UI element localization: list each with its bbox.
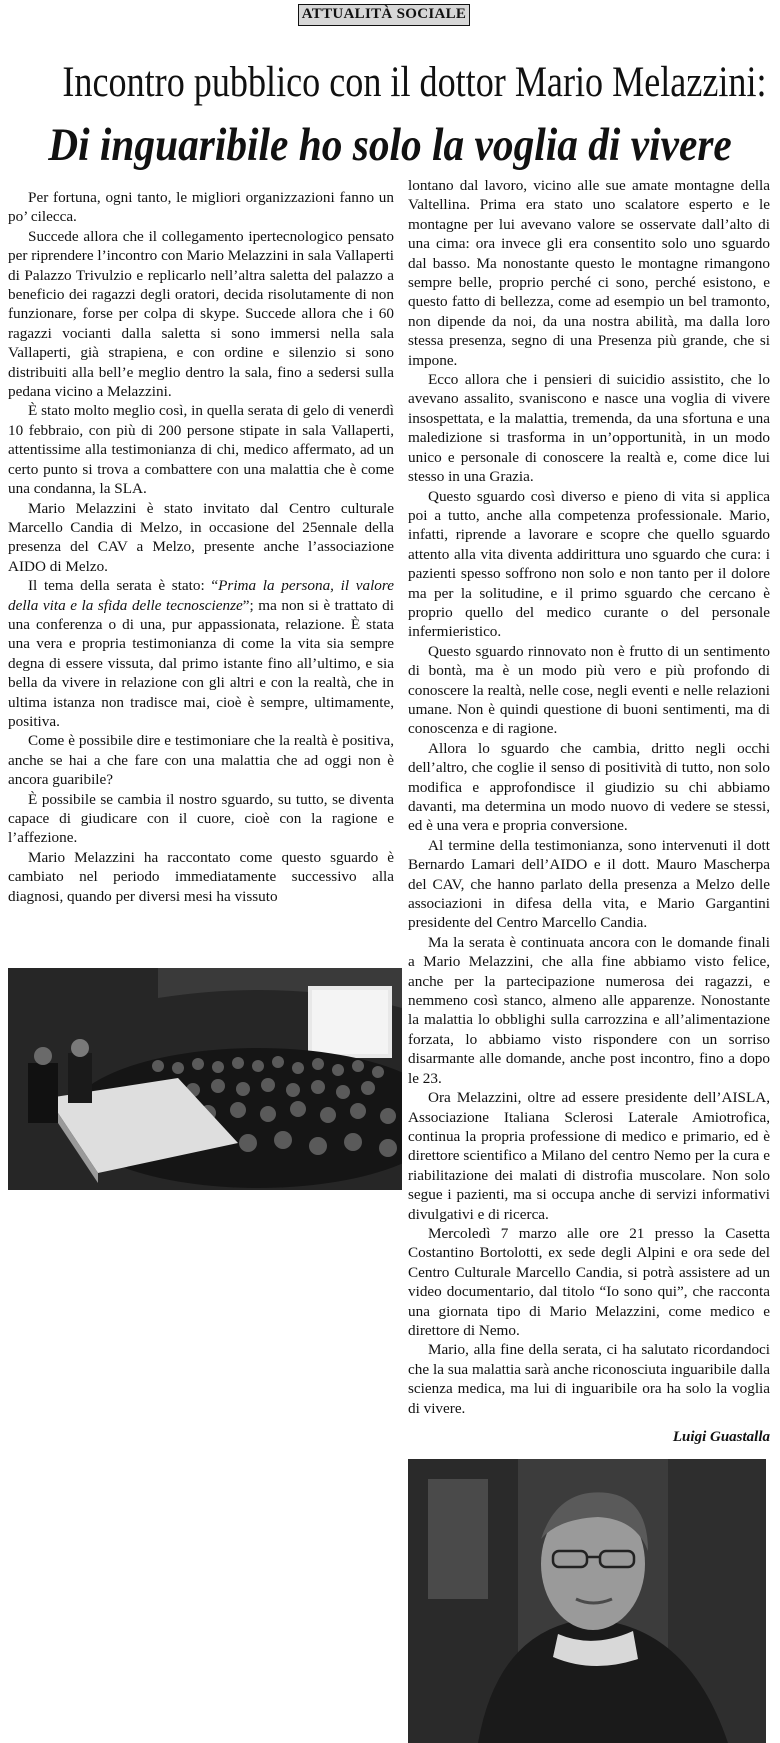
paragraph: Mercoledì 7 marzo alle ore 21 presso la Casetta Costantino Bortolotti, ex sede degli Alpini e ora sede del Centro Culturale Marcello Candia, si potrà assistere ad un video documentario, dal titolo “Io sono qui”, che racconta una giornata tipo di Mario Melazzini, come medico e direttore di Nemo.: [408, 1224, 770, 1339]
article-column-right: [408, 176, 770, 1418]
headline: Incontro pubblico con il dottor Mario Melazzini:: [62, 59, 767, 106]
quote-lead: Il tema della serata è stato: “: [28, 577, 219, 595]
paragraph: Mario Melazzini ha raccontato come questo sguardo è cambiato nel periodo immediatamente successivo alla diagnosi, quando per diversi mesi ha vissuto: [8, 848, 394, 905]
paragraph: Come è possibile dire e testimoniare che la realtà è positiva, anche se hai a che fare con una malattia che ad oggi non è ancora guaribile?: [8, 732, 394, 789]
paragraph: Mario Melazzini è stato invitato dal Centro culturale Marcello Candia di Melzo, in occasione del 25ennale della presenza del CAV a Melzo, presente anche l’associazione AIDO di Melzo.: [8, 499, 394, 575]
portrait-photo: [408, 1459, 766, 1743]
portrait-photo-drawing: [408, 1459, 766, 1743]
paragraph: Succede allora che il collegamento ipertecnologico pensato per riprendere l’incontro con Mario Melazzini in sala Vallaperti di Palazzo Trivulzio e replicarlo nell’altra saletta del palazzo a beneficio dei ragazzi degli oratori, decida risolutamente di non funzionare, forse per colpa di skype. Succede allora che i 60 ragazzi vocianti dalla saletta si sono immersi nella sala Vallaperti, già strapiena, e con ordine e silenzio si sono distribuiti alla bell’e meglio dentro la sala, fino a sedersi sulla pedana vicino a Melazzini.: [8, 227, 395, 401]
section-tag: ATTUALITÀ SOCIALE: [298, 4, 470, 26]
paragraph: Questo sguardo rinnovato non è frutto di un sentimento di bontà, ma è un modo più vero e più profondo di conoscere la realtà, nelle cose, negli eventi e nelle relazioni umane. Non è quindi questione di buoni sentimenti, ma di conoscenza e di ragione.: [408, 642, 770, 738]
subheadline: Di inguaribile ho solo la voglia di vivere: [48, 119, 732, 171]
paragraph: Questo sguardo così diverso e pieno di vita si applica poi a tutto, anche alla competenza professionale. Mario, infatti, riprende a lavorare e scopre che quello sguardo attento alla vita diventa addirittura uno sguardo che cura: i pazienti spesso soffrono non solo e non tanto per il dolore ma per la solitudine, e il primo sguardo che cercano è proprio quello del medico curante o del personale infermieristico.: [408, 487, 770, 641]
author-signature: Luigi Guastalla: [672, 1429, 770, 1445]
paragraph: Al termine della testimonianza, sono intervenuti il dott Bernardo Lamari dell’AIDO e il dott. Mauro Mascherpa del CAV, che hanno parlato della presenza a Melzo delle associazioni in difesa della vita, e Mario Gargantini presidente del Centro Marcello Candia.: [408, 836, 770, 932]
audience-photo: [8, 968, 402, 1190]
paragraph: lontano dal lavoro, vicino alle sue amate montagne della Valtellina. Prima era stato uno scalatore esperto e le montagne per lui avevano valore se osservate dall’alto di una cima: ora invece gli era consentito solo uno sguardo dal basso. Ma nonostante questo le montagne rimangono sempre belle, proprio perché ci sono, perché esistono, e questo fatto di bellezza, come ad esempio un bel tramonto, non dipende da noi, da una nostra abilità, ma dalla loro stessa presenza, segno di una Presenza più grande, che si impone.: [408, 177, 770, 369]
paragraph: Per fortuna, ogni tanto, le migliori organizzazioni fanno un po’ cilecca.: [8, 189, 394, 226]
paragraph: Allora lo sguardo che cambia, dritto negli occhi dell’altro, che coglie il senso di positività di tutto, non solo modifica e approfondisce il giudizio su chi abbiamo davanti, ma determina un modo nuovo di vedere se stessi, ed è una vera e propria conversione.: [408, 739, 770, 835]
event-theme-quote: Prima la persona, il valore della vita e la sfida delle tecnoscienze: [8, 577, 394, 614]
article-column-left: [8, 188, 394, 906]
audience-photo-drawing: [8, 968, 402, 1190]
paragraph: Ma la serata è continuata ancora con le domande finali a Mario Melazzini, che alla fine abbiamo visto felice, anche per la partecipazione numerosa dei ragazzi, e nemmeno così stanco, almeno alle apparenze. Nonostante la malattia lo obblighi sulla carrozzina e all’alimentazione forzata, lo abbiamo visto rispondere con un sorriso disarmante alle domande, anche post incontro, fino a dopo le 23.: [408, 933, 770, 1087]
paragraph: Ecco allora che i pensieri di suicidio assistito, che lo avevano assalito, svaniscono e nasce una voglia di vivere insospettata, e la malattia, tremenda, da una sfortuna e una maledizione si trasforma in un’opportunità, in un modo unico e personale di conoscere la realtà e, come dice lui stesso in una Grazia.: [408, 371, 770, 486]
paragraph: Ora Melazzini, oltre ad essere presidente dell’AISLA, Associazione Italiana Sclerosi Laterale Amiotrofica, continua la propria professione di medico e primario, ed è direttore scientifico a Milano del centro Nemo per la cura e riabilitazione dei malati di distrofia muscolare. Non solo segue i pazienti, ma si occupa anche di servizi informativi divulgativi e di ricerca.: [408, 1089, 770, 1223]
paragraph: È stato molto meglio così, in quella serata di gelo di venerdì 10 febbraio, con più di 200 persone stipate in sala Vallaperti, attentissime alla testimonianza di chi, medico affermato, ad un certo punto si trova a combattere con una malattia che è come una condanna, la SLA.: [8, 402, 394, 498]
paragraph: È possibile se cambia il nostro sguardo, su tutto, se diventa capace di giudicare con il cuore, cioè con la ragione e l’affezione.: [8, 790, 394, 847]
quote-rest: ”; ma non si è trattato di una conferenza o di una, pur appassionata, relazione. È stata una vera e propria testimonianza di come la vita sia sempre degna di essere vissuta, dal primo istante fino all’ultimo, e sia bella da vivere in relazione con gli altri e con la realtà, che in ultima istanza non tradisce mai, cioè è sempre, ultimamente, positiva.: [8, 596, 394, 730]
paragraph: Mario, alla fine della serata, ci ha salutato ricordandoci che la sua malattia sarà anche riconosciuta inguaribile dalla scienza medica, ma lui di inguaribile ora ha solo la voglia di vivere.: [408, 1341, 770, 1417]
paragraph: [8, 576, 394, 731]
